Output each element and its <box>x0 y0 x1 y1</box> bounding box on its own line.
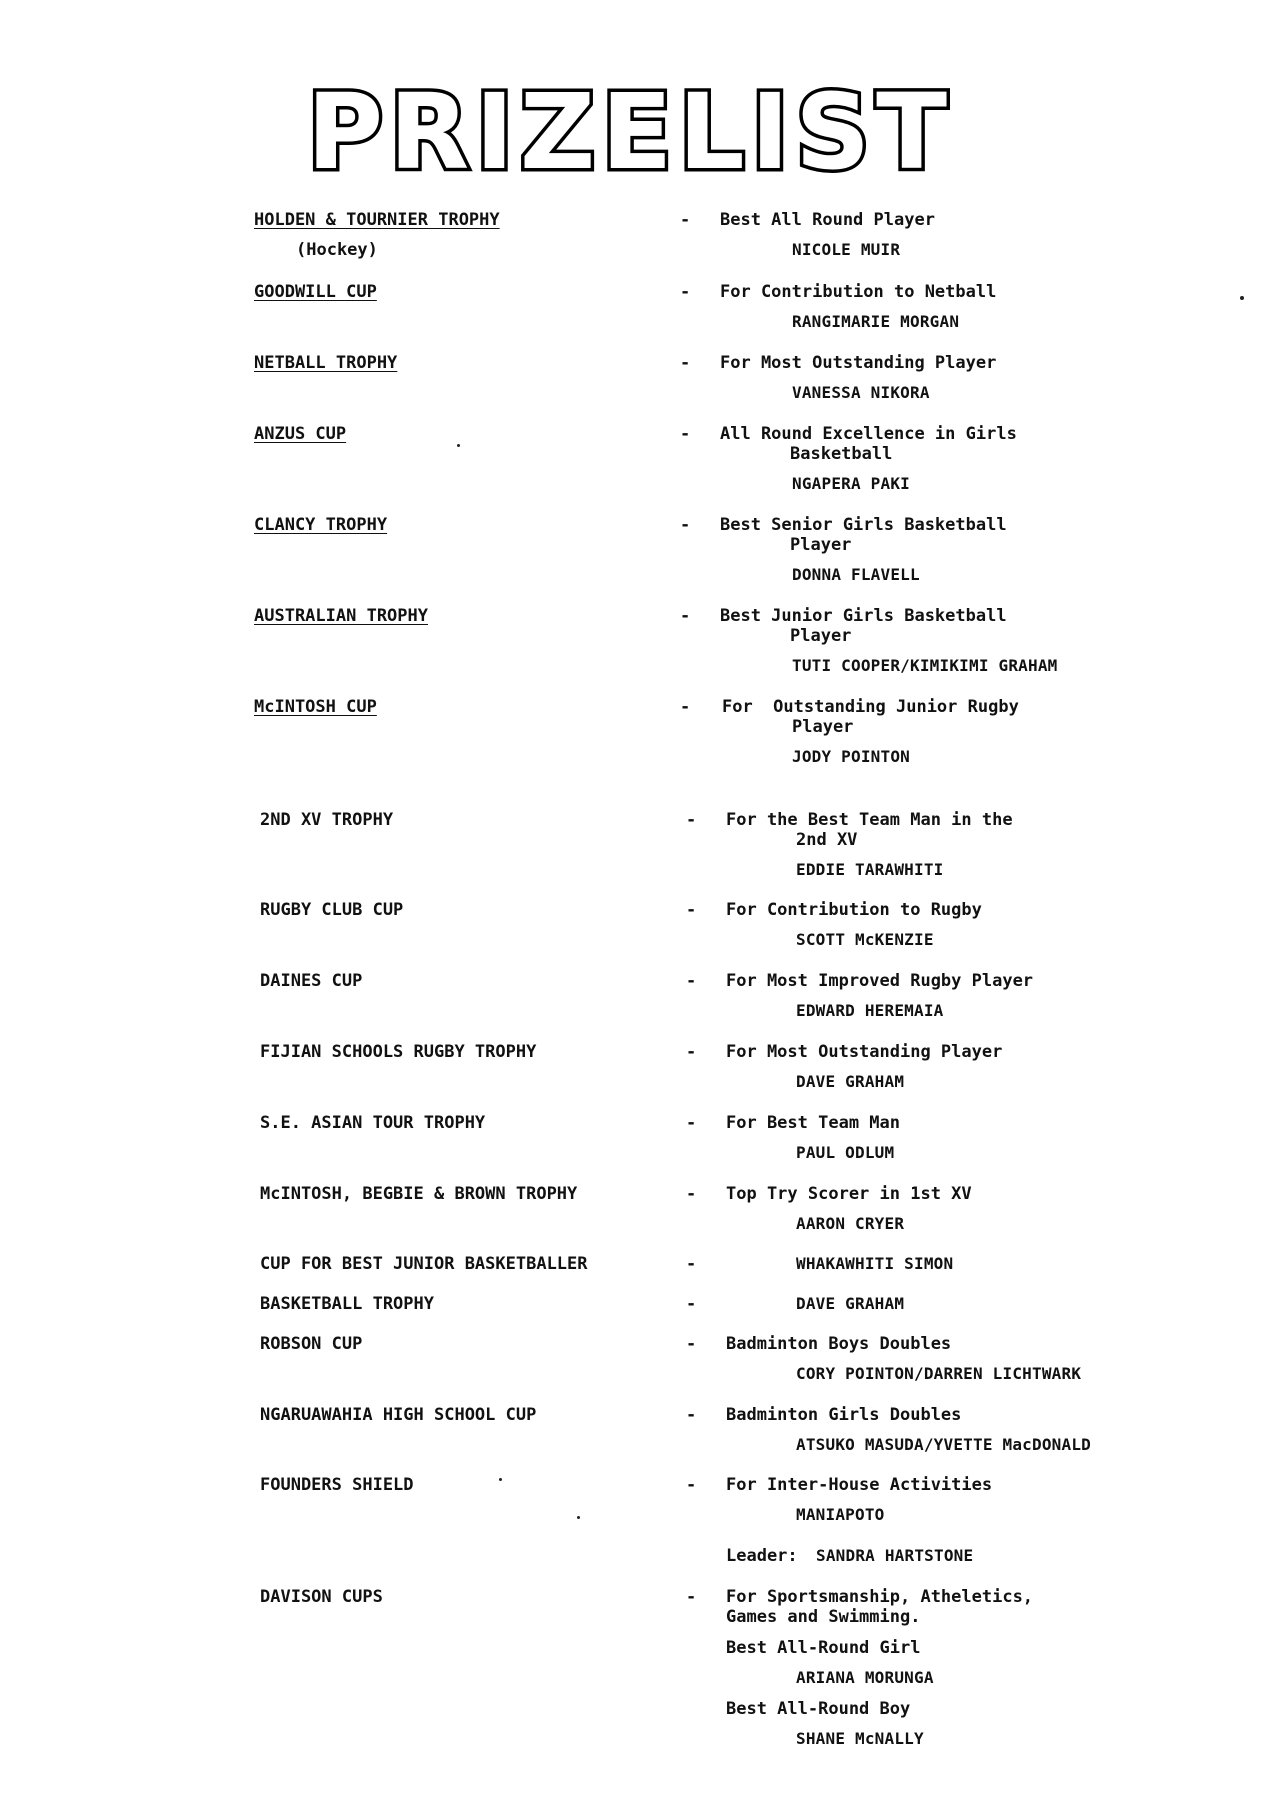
prize-description: Badminton Boys Doubles <box>726 1334 952 1354</box>
winner-name: DAVE GRAHAM <box>796 1294 905 1313</box>
winner-name: ATSUKO MASUDA/YVETTE MacDONALD <box>796 1435 1091 1454</box>
winner-name: WHAKAWHITI SIMON <box>796 1254 954 1273</box>
separator-dash: - <box>686 1042 697 1062</box>
trophy-name: S.E. ASIAN TOUR TROPHY <box>260 1113 486 1133</box>
separator-dash: - <box>686 1113 697 1133</box>
separator-dash: - <box>686 900 697 920</box>
winner-name: RANGIMARIE MORGAN <box>792 312 960 331</box>
prize-description: For Contribution to Rugby <box>726 900 982 920</box>
separator-dash: - <box>680 210 691 230</box>
scan-speck <box>577 1516 580 1519</box>
page-title <box>300 70 960 190</box>
girl-award-label: Best All-Round Girl <box>726 1638 921 1658</box>
prize-description: Best Junior Girls Basketball Player <box>720 606 1007 646</box>
trophy-name: FIJIAN SCHOOLS RUGBY TROPHY <box>260 1042 537 1062</box>
prize-description: For Contribution to Netball <box>720 282 997 302</box>
trophy-name: DAINES CUP <box>260 971 363 991</box>
winner-name: JODY POINTON <box>792 747 910 766</box>
separator-dash: - <box>680 282 691 302</box>
separator-dash: - <box>686 1294 697 1314</box>
trophy-subtitle: (Hockey) <box>296 240 378 260</box>
separator-dash: - <box>686 1405 697 1425</box>
leader-name: SANDRA HARTSTONE <box>816 1546 974 1565</box>
prize-description: For Best Team Man <box>726 1113 900 1133</box>
prize-description: All Round Excellence in Girls Basketball <box>720 424 1017 464</box>
winner-name: CORY POINTON/DARREN LICHTWARK <box>796 1364 1082 1383</box>
prize-description: For the Best Team Man in the 2nd XV <box>726 810 1013 850</box>
winner-name: AARON CRYER <box>796 1214 905 1233</box>
trophy-name: McINTOSH, BEGBIE & BROWN TROPHY <box>260 1184 578 1204</box>
prize-description: Best Senior Girls Basketball Player <box>720 515 1007 555</box>
separator-dash: - <box>686 1334 697 1354</box>
trophy-name: NGARUAWAHIA HIGH SCHOOL CUP <box>260 1405 537 1425</box>
winner-name: PAUL ODLUM <box>796 1143 895 1162</box>
girl-winner-name: ARIANA MORUNGA <box>796 1668 934 1687</box>
trophy-name: RUGBY CLUB CUP <box>260 900 404 920</box>
leader-label: Leader: <box>726 1546 798 1566</box>
trophy-name: DAVISON CUPS <box>260 1587 383 1607</box>
separator-dash: - <box>680 606 691 626</box>
separator-dash: - <box>686 810 697 830</box>
separator-dash: - <box>686 1587 697 1607</box>
winner-name: MANIAPOTO <box>796 1505 885 1524</box>
prize-description: For Outstanding Junior Rugby Player <box>722 697 1019 737</box>
trophy-name: 2ND XV TROPHY <box>260 810 394 830</box>
prize-description: Badminton Girls Doubles <box>726 1405 962 1425</box>
trophy-name: CLANCY TROPHY <box>254 515 388 535</box>
prize-description: For Most Improved Rugby Player <box>726 971 1034 991</box>
prize-description: For Sportsmanship, Atheletics, Games and Swimming. <box>726 1587 1034 1627</box>
separator-dash: - <box>680 424 691 444</box>
trophy-name: GOODWILL CUP <box>254 282 377 302</box>
trophy-name: McINTOSH CUP <box>254 697 377 717</box>
scan-speck <box>1240 296 1244 300</box>
trophy-name: ANZUS CUP <box>254 424 347 444</box>
prize-description: For Inter-House Activities <box>726 1475 993 1495</box>
separator-dash: - <box>680 697 691 717</box>
trophy-name: ROBSON CUP <box>260 1334 363 1354</box>
boy-award-label: Best All-Round Boy <box>726 1699 911 1719</box>
boy-winner-name: SHANE McNALLY <box>796 1729 924 1748</box>
trophy-name: AUSTRALIAN TROPHY <box>254 606 428 626</box>
separator-dash: - <box>686 971 697 991</box>
winner-name: NGAPERA PAKI <box>792 474 910 493</box>
separator-dash: - <box>680 515 691 535</box>
winner-name: DAVE GRAHAM <box>796 1072 905 1091</box>
winner-name: DONNA FLAVELL <box>792 565 920 584</box>
separator-dash: - <box>686 1184 697 1204</box>
winner-name: EDDIE TARAWHITI <box>796 860 944 879</box>
trophy-name: NETBALL TROPHY <box>254 353 398 373</box>
winner-name: VANESSA NIKORA <box>792 383 930 402</box>
separator-dash: - <box>686 1475 697 1495</box>
trophy-name: FOUNDERS SHIELD <box>260 1475 414 1495</box>
prize-description: Best All Round Player <box>720 210 935 230</box>
title-graphic <box>300 70 960 190</box>
scan-speck <box>499 1478 502 1481</box>
winner-name: NICOLE MUIR <box>792 240 901 259</box>
separator-dash: - <box>686 1254 697 1274</box>
trophy-name: HOLDEN & TOURNIER TROPHY <box>254 210 500 230</box>
trophy-name: CUP FOR BEST JUNIOR BASKETBALLER <box>260 1254 588 1274</box>
title-text: PRIZELIST <box>306 71 954 190</box>
winner-name: SCOTT McKENZIE <box>796 930 934 949</box>
prize-description: For Most Outstanding Player <box>720 353 997 373</box>
winner-name: TUTI COOPER/KIMIKIMI GRAHAM <box>792 656 1058 675</box>
winner-name: EDWARD HEREMAIA <box>796 1001 944 1020</box>
prize-description: For Most Outstanding Player <box>726 1042 1003 1062</box>
scan-speck <box>457 444 460 447</box>
prize-description: Top Try Scorer in 1st XV <box>726 1184 972 1204</box>
trophy-name: BASKETBALL TROPHY <box>260 1294 434 1314</box>
separator-dash: - <box>680 353 691 373</box>
